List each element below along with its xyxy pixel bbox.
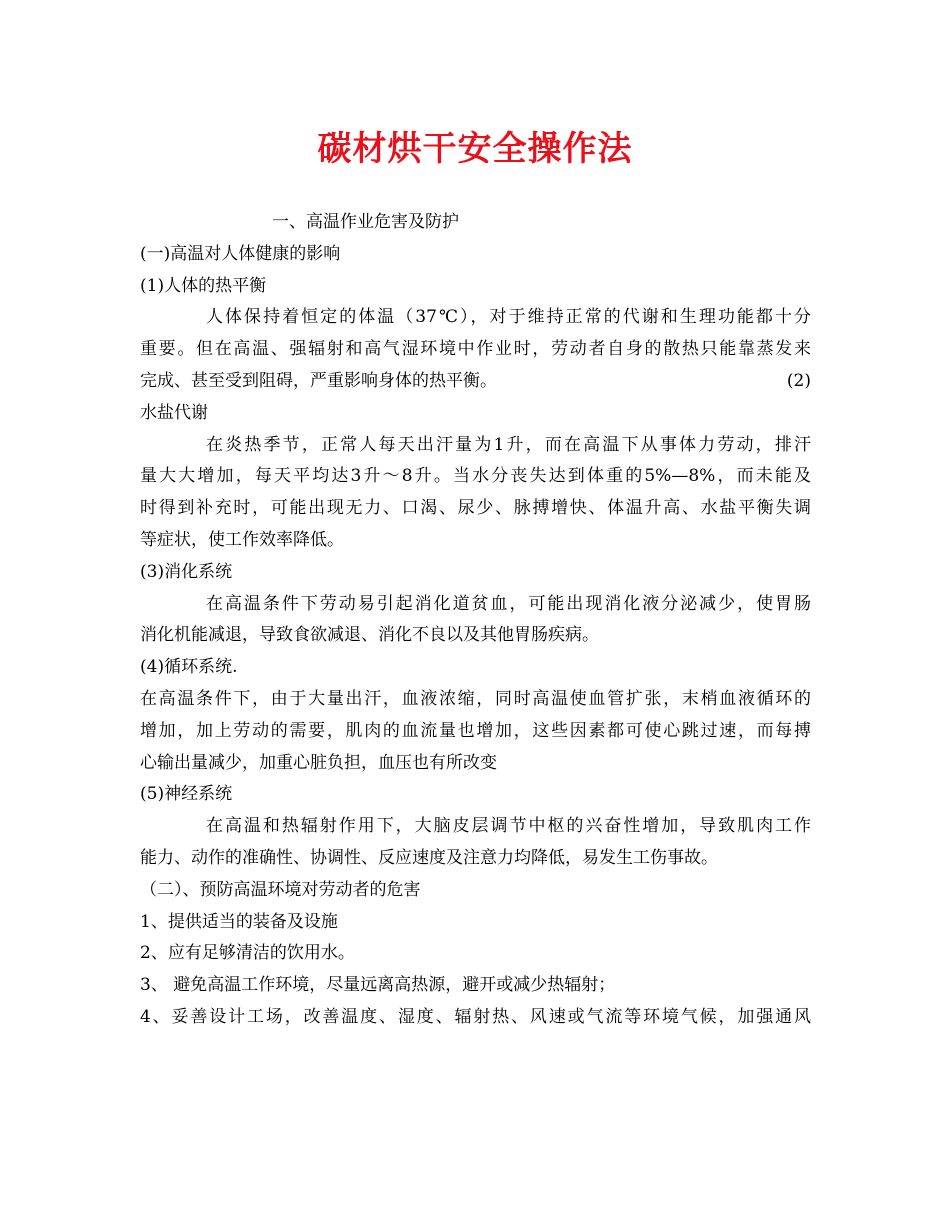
- paragraph-line: 心输出量减少，加重心脏负担，血压也有所改变: [140, 752, 497, 773]
- paragraph-line: 在高温和热辐射作用下，大脑皮层调节中枢的兴奋性增加，导致肌肉工作: [206, 816, 811, 837]
- paragraph-line: 在高温条件下，由于大量出汗，血液浓缩，同时高温使血管扩张，末梢血液循环的: [140, 688, 811, 709]
- list-item: 3、 避免高温工作环境，尽量远离高热源，避开或减少热辐射；: [140, 975, 616, 996]
- paragraph-line: 能力、动作的准确性、协调性、反应速度及注意力均降低，易发生工伤事故。: [140, 847, 718, 868]
- item-number: (2): [786, 370, 811, 391]
- paragraph-line: 量大大增加，每天平均达3升～8升。当水分丧失达到体重的5%—8%，而未能及: [140, 466, 811, 487]
- item-heading: (5)神经系统: [140, 784, 233, 805]
- subsection-heading: (一)高温对人体健康的影响: [140, 243, 341, 264]
- item-heading: 水盐代谢: [140, 402, 208, 423]
- list-item: 4、妥善设计工场，改善温度、湿度、辐射热、风速或气流等环境气候，加强通风: [140, 1006, 811, 1027]
- paragraph-line: [140, 366, 811, 398]
- paragraph-line: 人体保持着恒定的体温（37℃），对于维持正常的代谢和生理功能都十分: [206, 307, 811, 328]
- item-heading: (4)循环系统.: [140, 657, 238, 678]
- document-body: [140, 207, 811, 1034]
- list-item: 2、应有足够清洁的饮用水。: [140, 943, 355, 964]
- paragraph-line: 等症状，使工作效率降低。: [140, 529, 344, 550]
- paragraph-line: 在炎热季节，正常人每天出汗量为1升，而在高温下从事体力劳动，排汗: [206, 434, 811, 455]
- paragraph-line: 时得到补充时，可能出现无力、口渴、尿少、脉搏增快、体温升高、水盐平衡失调: [140, 498, 811, 519]
- list-item: 1、提供适当的装备及设施: [140, 911, 338, 932]
- paragraph-line: 消化机能减退，导致食欲减退、消化不良以及其他胃肠疾病。: [140, 625, 599, 646]
- paragraph-line: 在高温条件下劳动易引起消化道贫血，可能出现消化液分泌减少，使胃肠: [206, 593, 811, 614]
- item-heading: (3)消化系统: [140, 561, 233, 582]
- item-heading: (1)人体的热平衡: [140, 275, 267, 296]
- section-heading: 一、高温作业危害及防护: [272, 212, 459, 232]
- paragraph-line: 重要。但在高温、强辐射和高气湿环境中作业时，劳动者自身的散热只能靠蒸发来: [140, 339, 811, 360]
- subsection-heading: （二）、预防高温环境对劳动者的危害: [140, 879, 421, 900]
- paragraph-line: 增加，加上劳动的需要，肌肉的血流量也增加，这些因素都可使心跳过速，而每搏: [140, 720, 811, 741]
- document-title: 碳材烘干安全操作法: [317, 129, 633, 169]
- paragraph-text: 完成、甚至受到阻碍，严重影响身体的热平衡。: [140, 370, 497, 391]
